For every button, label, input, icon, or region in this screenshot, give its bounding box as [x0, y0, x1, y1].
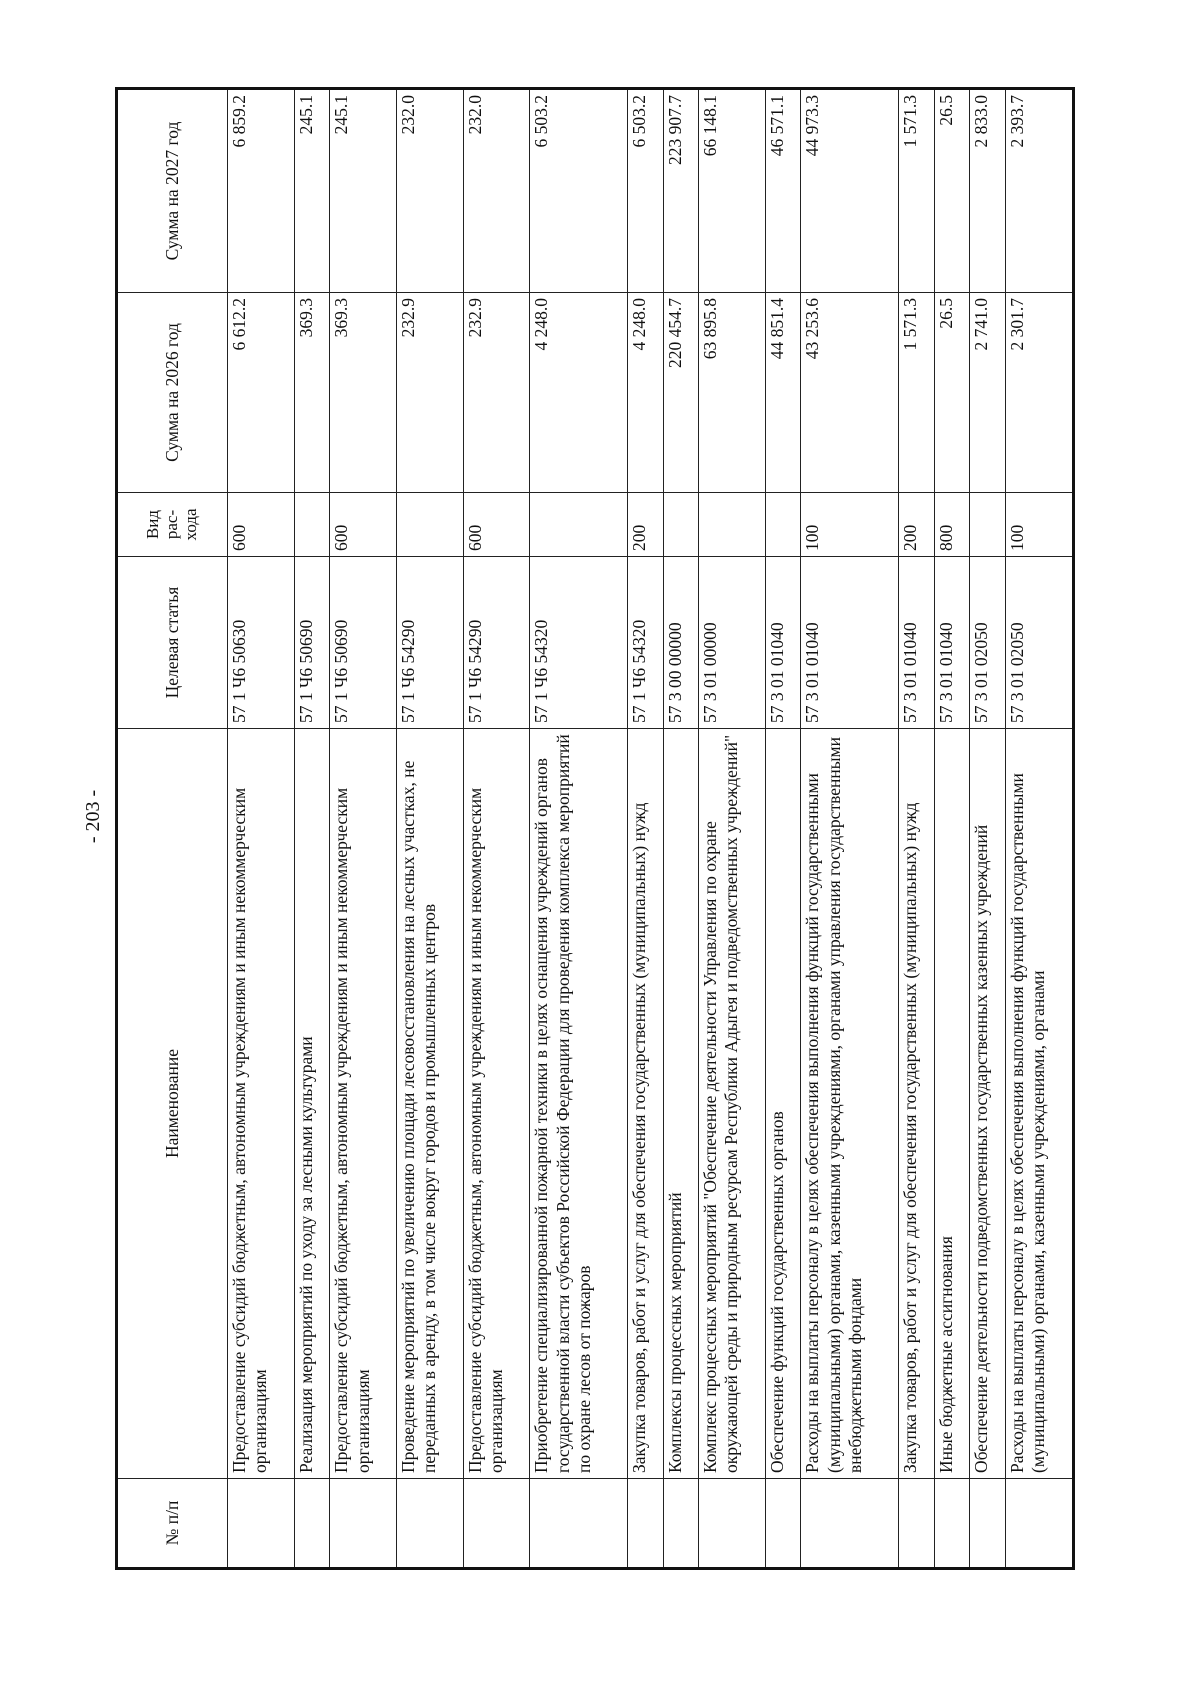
expense-type-cell [699, 493, 766, 557]
sum-2026-cell: 2 301.7 [1005, 293, 1073, 493]
expense-type-cell: 100 [1005, 493, 1073, 557]
row-number-cell [530, 1479, 628, 1569]
target-article-cell: 57 3 01 02050 [970, 557, 1006, 729]
table-row [934, 89, 970, 1569]
header-type: Вид рас-хода [117, 493, 228, 557]
budget-table [115, 87, 1075, 1570]
table-row [1005, 89, 1073, 1569]
row-number-cell [396, 1479, 463, 1569]
sum-2027-cell: 245.1 [330, 89, 397, 293]
row-number-cell [1005, 1479, 1073, 1569]
sum-2026-cell: 6 612.2 [228, 293, 295, 493]
expense-type-cell [396, 493, 463, 557]
row-name-cell: Предоставление субсидий бюджетным, автономным учреждениям и иным некоммерческим организациям [330, 729, 397, 1479]
row-name-cell: Реализация мероприятий по уходу за лесными культурами [294, 729, 330, 1479]
sum-2026-cell: 232.9 [463, 293, 530, 493]
row-name-cell: Комплекс процессных мероприятий "Обеспечение деятельности Управления по охране окружающей среды и природным ресурсам Республики Адыгея и подведомственных учреждений" [699, 729, 766, 1479]
row-number-cell [228, 1479, 295, 1569]
table-row [801, 89, 899, 1569]
row-number-cell [899, 1479, 935, 1569]
sum-2027-cell: 6 503.2 [530, 89, 628, 293]
row-name-cell: Комплексы процессных мероприятий [663, 729, 699, 1479]
sum-2026-cell: 2 741.0 [970, 293, 1006, 493]
row-name-cell: Закупка товаров, работ и услуг для обеспечения государственных (муниципальных) нужд [628, 729, 664, 1479]
table-row [530, 89, 628, 1569]
target-article-cell: 57 1 Ч6 54290 [396, 557, 463, 729]
sum-2027-cell: 6 859.2 [228, 89, 295, 293]
row-number-cell [628, 1479, 664, 1569]
row-name-cell: Предоставление субсидий бюджетным, автономным учреждениям и иным некоммерческим организациям [463, 729, 530, 1479]
header-sum-2026: Сумма на 2026 год [117, 293, 228, 493]
row-number-cell [699, 1479, 766, 1569]
table-row [396, 89, 463, 1569]
row-number-cell [970, 1479, 1006, 1569]
table-row [463, 89, 530, 1569]
row-number-cell [934, 1479, 970, 1569]
header-name: Наименование [117, 729, 228, 1479]
target-article-cell: 57 3 01 00000 [699, 557, 766, 729]
expense-type-cell [294, 493, 330, 557]
target-article-cell: 57 3 00 00000 [663, 557, 699, 729]
sum-2026-cell: 4 248.0 [530, 293, 628, 493]
target-article-cell: 57 1 Ч6 50690 [330, 557, 397, 729]
row-name-cell: Иные бюджетные ассигнования [934, 729, 970, 1479]
expense-type-cell [530, 493, 628, 557]
target-article-cell: 57 3 01 02050 [1005, 557, 1073, 729]
sum-2027-cell: 223 907.7 [663, 89, 699, 293]
table-row [765, 89, 801, 1569]
sum-2027-cell: 232.0 [396, 89, 463, 293]
row-name-cell: Проведение мероприятий по увеличению площади лесовосстановления на лесных участках, не переданных в аренду, в том числе вокруг городов и промышленных центров [396, 729, 463, 1479]
table-row [970, 89, 1006, 1569]
row-number-cell [294, 1479, 330, 1569]
sum-2026-cell: 26.5 [934, 293, 970, 493]
expense-type-cell: 600 [330, 493, 397, 557]
target-article-cell: 57 1 Ч6 50630 [228, 557, 295, 729]
target-article-cell: 57 3 01 01040 [934, 557, 970, 729]
row-number-cell [801, 1479, 899, 1569]
sum-2026-cell: 43 253.6 [801, 293, 899, 493]
page-number: - 203 - [82, 789, 105, 844]
sum-2027-cell: 2 833.0 [970, 89, 1006, 293]
sum-2027-cell: 232.0 [463, 89, 530, 293]
sum-2027-cell: 66 148.1 [699, 89, 766, 293]
row-name-cell: Расходы на выплаты персоналу в целях обеспечения выполнения функций государственными (муниципальными) органами, казенными учреждениями, органами [1005, 729, 1073, 1479]
sum-2026-cell: 44 851.4 [765, 293, 801, 493]
table-row [330, 89, 397, 1569]
row-name-cell: Обеспечение функций государственных органов [765, 729, 801, 1479]
expense-type-cell: 600 [228, 493, 295, 557]
row-name-cell: Предоставление субсидий бюджетным, автономным учреждениям и иным некоммерческим организациям [228, 729, 295, 1479]
table-header-row [117, 89, 228, 1569]
rotated-table-container [115, 90, 1075, 1570]
expense-type-cell [663, 493, 699, 557]
target-article-cell: 57 1 Ч6 54290 [463, 557, 530, 729]
sum-2026-cell: 369.3 [330, 293, 397, 493]
sum-2027-cell: 245.1 [294, 89, 330, 293]
sum-2027-cell: 2 393.7 [1005, 89, 1073, 293]
sum-2026-cell: 63 895.8 [699, 293, 766, 493]
sum-2026-cell: 1 571.3 [899, 293, 935, 493]
target-article-cell: 57 3 01 01040 [899, 557, 935, 729]
table-row [899, 89, 935, 1569]
sum-2027-cell: 46 571.1 [765, 89, 801, 293]
sum-2026-cell: 369.3 [294, 293, 330, 493]
expense-type-cell: 600 [463, 493, 530, 557]
table-body [228, 89, 1074, 1569]
sum-2026-cell: 4 248.0 [628, 293, 664, 493]
target-article-cell: 57 1 Ч6 54320 [628, 557, 664, 729]
expense-type-cell: 100 [801, 493, 899, 557]
row-name-cell: Расходы на выплаты персоналу в целях обеспечения выполнения функций государственными (муниципальными) органами, казенными учреждениями, органами управления государственными внебюджетными фондами [801, 729, 899, 1479]
sum-2027-cell: 26.5 [934, 89, 970, 293]
sum-2026-cell: 220 454.7 [663, 293, 699, 493]
target-article-cell: 57 3 01 01040 [801, 557, 899, 729]
sum-2027-cell: 6 503.2 [628, 89, 664, 293]
expense-type-cell [970, 493, 1006, 557]
sum-2026-cell: 232.9 [396, 293, 463, 493]
row-number-cell [663, 1479, 699, 1569]
table-row [228, 89, 295, 1569]
sum-2027-cell: 44 973.3 [801, 89, 899, 293]
target-article-cell: 57 1 Ч6 50690 [294, 557, 330, 729]
header-code: Целевая статья [117, 557, 228, 729]
expense-type-cell: 200 [899, 493, 935, 557]
header-sum-2027: Сумма на 2027 год [117, 89, 228, 293]
row-name-cell: Закупка товаров, работ и услуг для обеспечения государственных (муниципальных) нужд [899, 729, 935, 1479]
sum-2027-cell: 1 571.3 [899, 89, 935, 293]
table-row [628, 89, 664, 1569]
target-article-cell: 57 3 01 01040 [765, 557, 801, 729]
expense-type-cell: 800 [934, 493, 970, 557]
header-num: № п/п [117, 1479, 228, 1569]
row-number-cell [765, 1479, 801, 1569]
row-number-cell [463, 1479, 530, 1569]
row-name-cell: Обеспечение деятельности подведомственных государственных казенных учреждений [970, 729, 1006, 1479]
row-number-cell [330, 1479, 397, 1569]
target-article-cell: 57 1 Ч6 54320 [530, 557, 628, 729]
expense-type-cell: 200 [628, 493, 664, 557]
table-row [294, 89, 330, 1569]
table-row [699, 89, 766, 1569]
table-row [663, 89, 699, 1569]
row-name-cell: Приобретение специализированной пожарной техники в целях оснащения учреждений органов государственной власти субъектов Российской Федерации для проведения комплекса мероприятий по охране лесов от пожаров [530, 729, 628, 1479]
expense-type-cell [765, 493, 801, 557]
